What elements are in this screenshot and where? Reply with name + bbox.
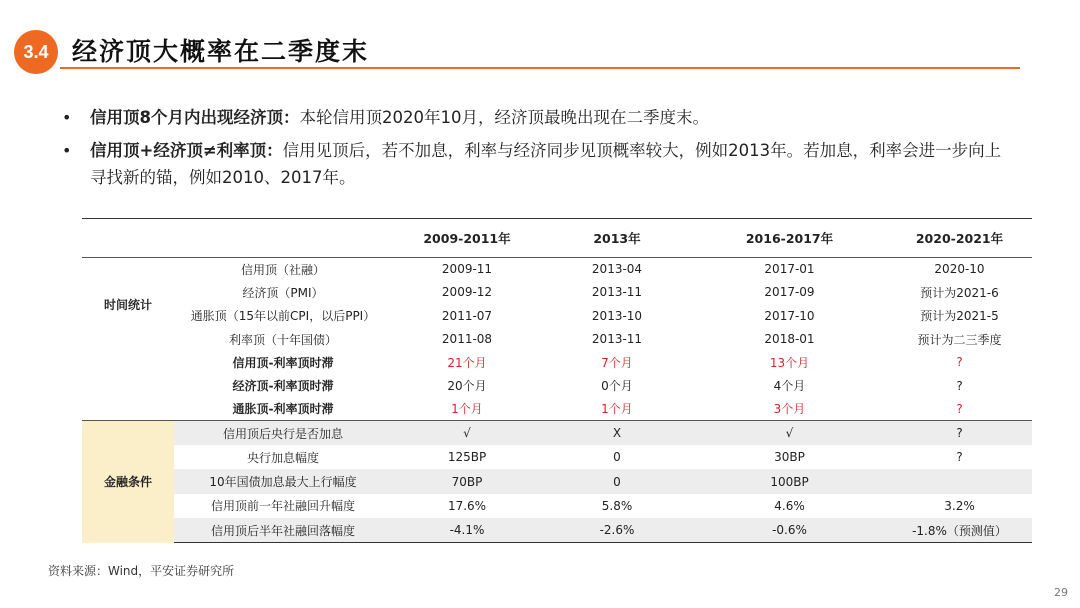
header-cell: 2013年 — [542, 219, 692, 258]
table-cell: ? — [956, 401, 963, 416]
bullet-item — [60, 104, 1010, 131]
table-cell: 21个月 — [447, 355, 487, 370]
bullet-heading: 信用顶+经济顶≠利率顶： — [90, 141, 283, 160]
table-cell: 2011-07 — [441, 308, 493, 323]
row-label: 10年国债加息最大上行幅度 — [174, 469, 392, 493]
title-divider — [60, 67, 1020, 69]
table-cell: ? — [956, 355, 963, 370]
table-cell: X — [542, 421, 692, 445]
table-cell: 0个月 — [601, 379, 633, 394]
table-cell: 5.8% — [601, 498, 633, 513]
table-cell: 7个月 — [601, 355, 633, 370]
table-cell: 3.2% — [944, 498, 975, 513]
table-cell: 预计为2021-5 — [920, 309, 999, 324]
table-row — [82, 374, 1032, 397]
table-cell: 2013-04 — [591, 262, 643, 277]
row-label: 信用顶前一年社融回升幅度 — [210, 499, 355, 514]
row-label: 经济顶（PMI） — [242, 285, 324, 300]
table-row — [82, 281, 1032, 304]
table-cell — [887, 469, 1032, 493]
table-cell: 70BP — [392, 469, 542, 493]
table-cell: √ — [392, 421, 542, 445]
bullet-text: 信用见顶后，若不加息，利率与经济同步见顶概率较大，例如2013年。若加息，利率会进一步向上寻找新的锚，例如2010、2017年。 — [90, 141, 1002, 187]
source-note: 资料来源：Wind，平安证券研究所 — [48, 564, 235, 578]
table-cell: 4.6% — [774, 498, 805, 513]
table-row — [82, 258, 1032, 281]
table-row — [82, 304, 1032, 327]
table-row — [82, 397, 1032, 420]
table-cell: 100BP — [692, 469, 887, 493]
header-cell: 2009-2011年 — [392, 219, 542, 258]
table-cell: -1.8%（预测值） — [887, 518, 1032, 542]
table-cell: 2013-11 — [591, 285, 643, 300]
table-header-row — [82, 219, 1032, 258]
table-cell: -0.6% — [692, 518, 887, 542]
row-label: 信用顶后央行是否加息 — [174, 421, 392, 445]
table-cell: 2011-08 — [441, 332, 493, 347]
table-cell: 2018-01 — [764, 332, 815, 347]
table-row — [82, 445, 1032, 469]
header-cell: 2020-2021年 — [887, 219, 1032, 258]
group-label-time: 时间统计 — [103, 297, 152, 312]
page-number: 29 — [1054, 586, 1068, 599]
table-cell: 预计为2021-6 — [920, 285, 999, 300]
bullet-item — [60, 137, 1010, 191]
comparison-table — [82, 218, 1032, 543]
table-cell: -2.6% — [542, 518, 692, 542]
table-cell: 1个月 — [451, 402, 483, 417]
section-number-badge: 3.4 — [14, 30, 58, 74]
header-cell — [174, 219, 392, 258]
row-label: 利率顶（十年国债） — [228, 332, 337, 347]
page-title: 经济顶大概率在二季度末 — [72, 37, 370, 66]
bullet-dot-icon: • — [62, 108, 72, 127]
bullet-dot-icon: • — [62, 141, 72, 160]
row-label: 经济顶-利率顶时滞 — [232, 379, 334, 394]
table-row — [82, 494, 1032, 518]
table-cell: ? — [887, 421, 1032, 445]
table-cell: 2017-01 — [764, 262, 815, 277]
table-cell: √ — [692, 421, 887, 445]
table-cell: 1个月 — [601, 402, 633, 417]
bullet-text: 本轮信用顶2020年10月，经济顶最晚出现在二季度末。 — [299, 108, 709, 127]
header-cell — [82, 219, 174, 258]
table-cell: 30BP — [774, 450, 805, 465]
table-cell: 2013-10 — [591, 308, 643, 323]
table-cell: ? — [956, 450, 963, 465]
group-label-finance: 金融条件 — [82, 421, 174, 543]
table-row — [82, 469, 1032, 493]
table-cell: 17.6% — [447, 498, 487, 513]
bullet-list — [60, 104, 1010, 197]
table-cell: 预计为二三季度 — [917, 332, 1002, 347]
table-cell: 2013-11 — [591, 332, 643, 347]
table-cell: 0 — [542, 469, 692, 493]
table-row — [82, 421, 1032, 445]
table-cell: ? — [956, 378, 963, 393]
table-row — [82, 351, 1032, 374]
table-cell: 2009-12 — [441, 285, 493, 300]
table-cell: 2020-10 — [934, 262, 985, 277]
row-label: 通胀顶（15年以前CPI，以后PPI） — [190, 309, 376, 324]
table-row — [82, 327, 1032, 350]
table-cell: 125BP — [447, 450, 487, 465]
table-cell: 2017-10 — [764, 308, 815, 323]
table-cell: 13个月 — [769, 355, 810, 370]
table-cell: 2017-09 — [764, 285, 815, 300]
table-cell: 2009-11 — [441, 262, 493, 277]
table-cell: 0 — [613, 450, 621, 465]
row-label: 信用顶（社融） — [240, 262, 325, 277]
table-cell: 20个月 — [447, 379, 487, 394]
row-label: 信用顶-利率顶时滞 — [232, 355, 334, 370]
header-cell: 2016-2017年 — [692, 219, 887, 258]
table-cell: 3个月 — [773, 402, 806, 417]
row-label: 信用顶后半年社融回落幅度 — [174, 518, 392, 542]
table-row — [82, 518, 1032, 542]
row-label: 通胀顶-利率顶时滞 — [232, 402, 334, 417]
table-cell: 4个月 — [773, 379, 806, 394]
row-label: 央行加息幅度 — [246, 450, 319, 465]
bullet-heading: 信用顶8个月内出现经济顶： — [90, 108, 300, 127]
table-cell: -4.1% — [392, 518, 542, 542]
